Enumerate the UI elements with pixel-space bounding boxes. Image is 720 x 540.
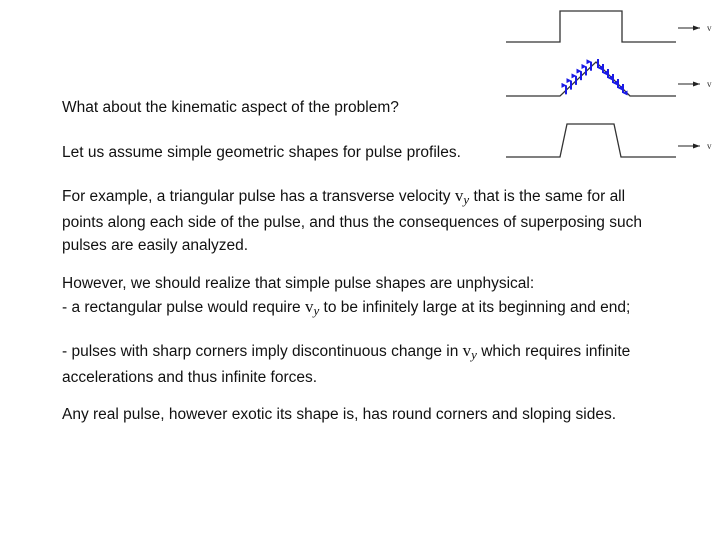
sharp-corners-text-end: which requires infinite accelerations and thus infinite forces.: [62, 343, 631, 386]
rectangular-pulse-velocity-label: v: [707, 23, 712, 33]
unphysical-paragraph: [62, 272, 662, 322]
rectangular-pulse: [506, 11, 712, 42]
vy-symbol: $v_y$: [462, 341, 477, 362]
vy-symbol: $v_y$: [304, 297, 320, 318]
rectangular-text-start: - a rectangular pulse would require: [62, 299, 305, 316]
real-pulse-paragraph: [62, 403, 662, 426]
rectangular-pulse-profile: [506, 11, 676, 42]
vy-symbol: $v_y$: [454, 186, 470, 207]
example-paragraph: [62, 184, 662, 257]
triangular-pulse: [506, 59, 712, 96]
assumption-text: Let us assume simple geometric shapes for pulse profiles.: [62, 144, 461, 161]
example-text-end: that is the same for all points along each side of the pulse, and thus the consequences of superposing such pulses are easily analyzed.: [62, 188, 642, 254]
trapezoidal-pulse-velocity-label: v: [707, 141, 712, 151]
real-pulse-text: Any real pulse, however exotic its shape is, has round corners and sloping sides.: [62, 406, 616, 423]
triangular-pulse-velocity-label: v: [707, 79, 712, 89]
question-text: What about the kinematic aspect of the problem?: [62, 99, 399, 116]
unphysical-intro-text: However, we should realize that simple pulse shapes are unphysical:: [62, 275, 535, 292]
example-text-start: For example, a triangular pulse has a transverse velocity: [62, 188, 455, 205]
sharp-corners-paragraph: [62, 339, 662, 389]
sharp-corners-text-start: - pulses with sharp corners imply discontinuous change in: [62, 343, 463, 360]
rectangular-text-end: to be infinitely large at its beginning and end;: [319, 299, 631, 316]
assumption-paragraph: [62, 141, 662, 164]
question-paragraph: [62, 96, 662, 119]
